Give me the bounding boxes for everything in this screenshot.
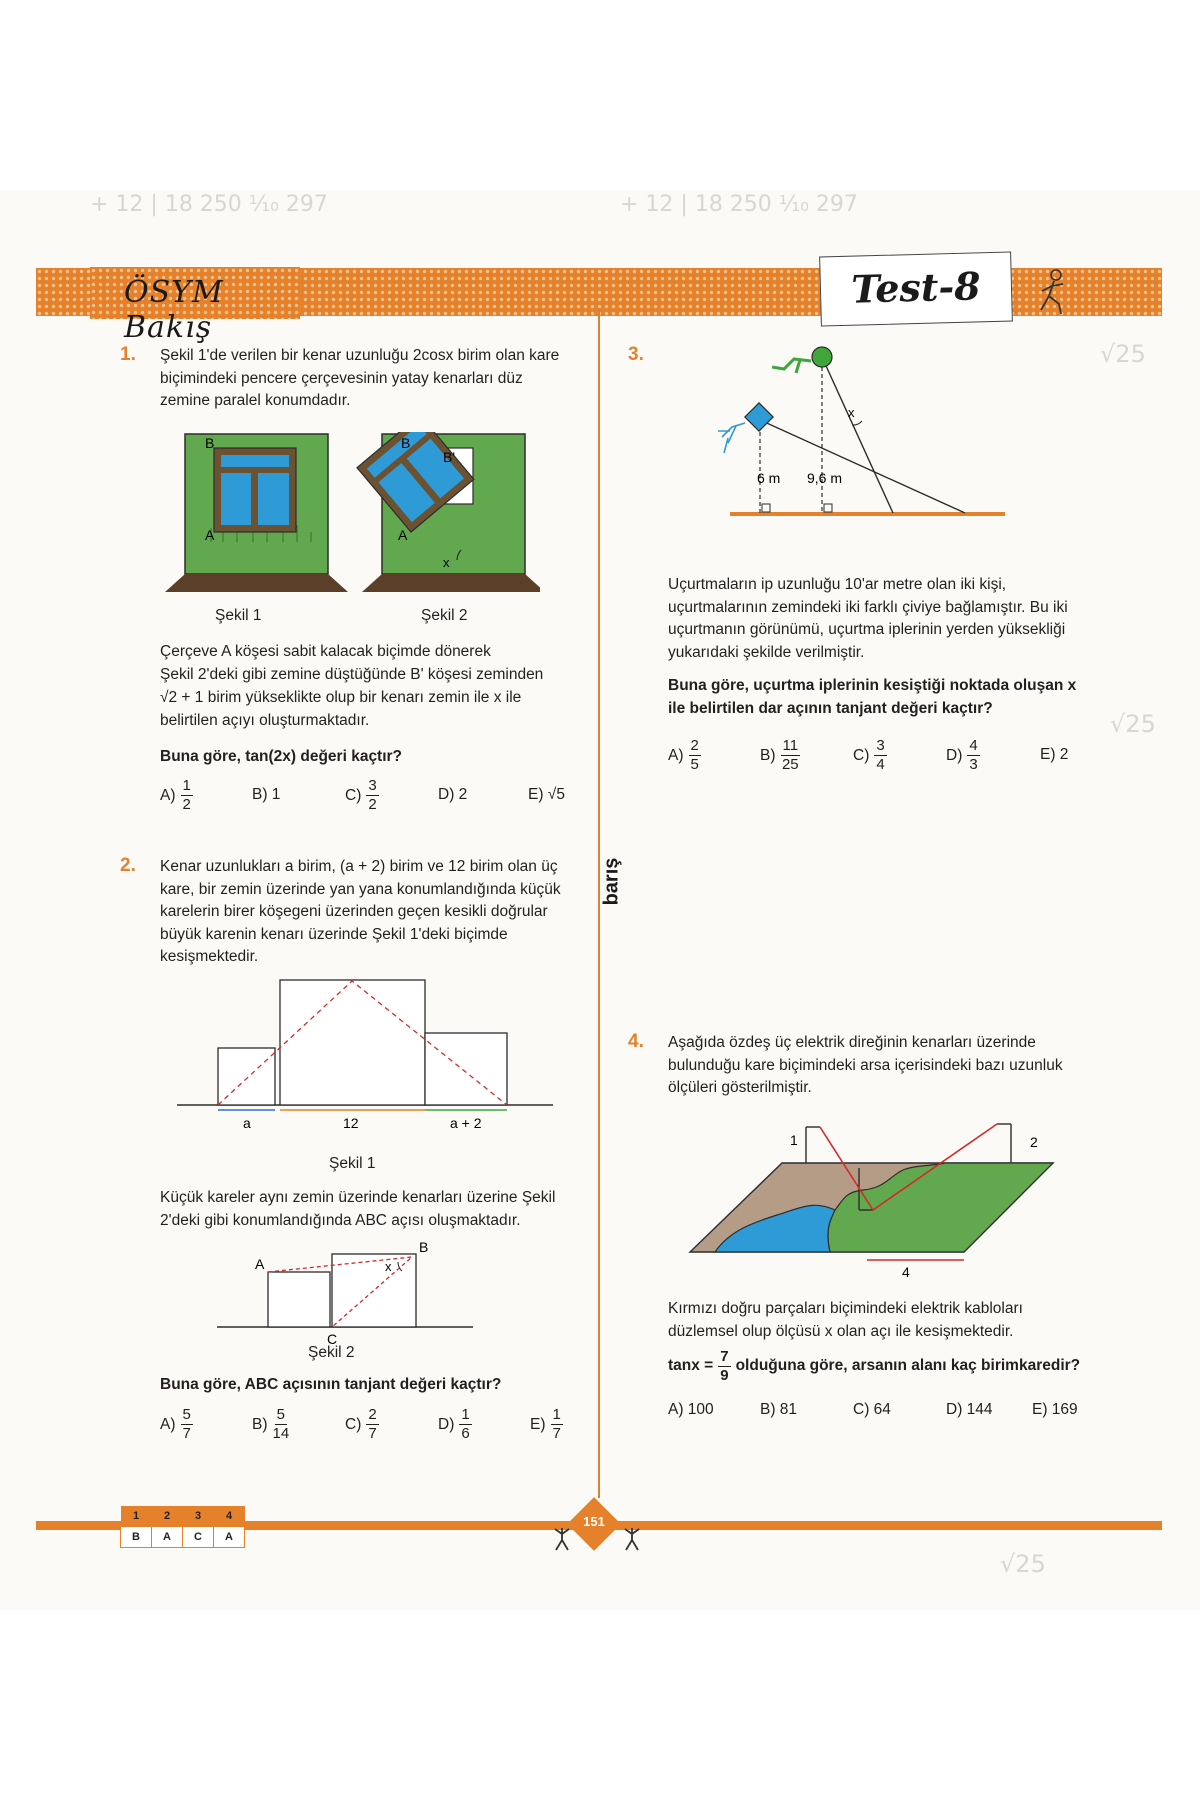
q1-fig1-label-b: B (205, 435, 215, 451)
q2-option-c[interactable]: C) $\frac{2}{7}$ (345, 1406, 377, 1442)
q1-figure (165, 432, 540, 602)
test-title-box (819, 251, 1013, 326)
q2-fig1-label-a: a (243, 1115, 251, 1131)
q4-question: tanx = $\frac{7}{9}$ olduğuna göre, arsanın alanı kaç birimkaredir? (668, 1348, 1081, 1384)
q4-number: 4. (628, 1031, 644, 1052)
q2-fig1-label-a-plus-2: a + 2 (450, 1115, 482, 1131)
answer-key-number: 3 (183, 1506, 214, 1527)
q2-fig2-caption: Şekil 2 (308, 1344, 355, 1361)
brand-title: ÖSYM Bakış (124, 275, 224, 345)
q3-question: Buna göre, uçurtma iplerinin kesiştiği noktada oluşan x ile belirtilen dar açının tanjant değeri kaçtır? (668, 677, 1077, 717)
q1-option-e[interactable]: E) √5 (528, 786, 565, 803)
q1-fig2-label-x: x (443, 555, 450, 570)
q2-fig2-label-b: B (419, 1242, 429, 1255)
answer-key-answer: C (183, 1527, 214, 1548)
q2-option-e[interactable]: E) $\frac{1}{7}$ (530, 1406, 561, 1442)
q1-option-d[interactable]: D) 2 (438, 786, 468, 803)
q1-fig1-caption: Şekil 1 (215, 607, 262, 624)
q4-fig-label-2: 2 (1030, 1134, 1038, 1150)
q1-fig2-label-b: B (401, 435, 411, 451)
q2-question: Buna göre, ABC açısının tanjant değeri kaçtır? (160, 1376, 502, 1393)
q3-option-d[interactable]: D) $\frac{4}{3}$ (946, 737, 978, 773)
worksheet-page (0, 190, 1200, 1610)
q3-fig-label-6m: 6 m (757, 470, 781, 486)
answer-key-number: 4 (214, 1506, 245, 1527)
q3-option-a[interactable]: A) $\frac{2}{5}$ (668, 737, 699, 773)
runner-icon (1030, 268, 1074, 316)
answer-key-table (120, 1506, 245, 1548)
q2-number: 2. (120, 855, 136, 876)
q1-option-b[interactable]: B) 1 (252, 786, 281, 803)
q2-fig1-caption: Şekil 1 (329, 1155, 376, 1172)
background-decoration: + 12 | 18 250 ¹⁄₁₀ 297 (90, 192, 328, 217)
q1-fig2-label-a: A (398, 527, 408, 543)
q4-option-d[interactable]: D) 144 (946, 1401, 993, 1418)
brand-badge (90, 267, 300, 345)
q2-text2: Küçük kareler aynı zemin üzerinde kenarları üzerine Şekil 2'deki gibi konumlandığında ABC açısı oluşmaktadır. (160, 1189, 556, 1229)
background-decoration: + 12 | 18 250 ¹⁄₁₀ 297 (620, 192, 858, 217)
stick-figure-icon (552, 1526, 572, 1552)
q3-number: 3. (628, 344, 644, 365)
answer-key-answer: B (121, 1527, 152, 1548)
q2-option-b[interactable]: B) $\frac{5}{14}$ (252, 1406, 290, 1442)
q1-text2-line1: Çerçeve A köşesi sabit kalacak biçimde dönerek (160, 643, 491, 660)
q1-text2-line4: belirtilen açıyı oluşturmaktadır. (160, 712, 370, 729)
background-decoration: √25 (1100, 340, 1146, 368)
answer-key-answer: A (152, 1527, 183, 1548)
page-number: 151 (583, 1514, 605, 1529)
background-decoration: √25 (1000, 1550, 1046, 1578)
q4-text: Aşağıda özdeş üç elektrik direğinin kenarları üzerinde bulunduğu kare biçimindeki arsa içerisindeki bazı uzunluk ölçüleri gösterilmiştir. (668, 1034, 1063, 1096)
q4-option-c[interactable]: C) 64 (853, 1401, 891, 1418)
test-title: Test-8 (850, 263, 982, 312)
publisher-side-label: barış (600, 854, 623, 910)
stick-figure-icon (622, 1526, 642, 1552)
q4-text2: Kırmızı doğru parçaları biçimindeki elektrik kabloları düzlemsel olup ölçüsü x olan açı ile kesişmektedir. (668, 1300, 1023, 1340)
q1-fig2-caption: Şekil 2 (421, 607, 468, 624)
q2-fig2-label-x: x (385, 1259, 392, 1274)
answer-key-number: 2 (152, 1506, 183, 1527)
q2-text: Kenar uzunlukları a birim, (a + 2) birim ve 12 birim olan üç kare, bir zemin üzerinde yan yana konumlandığında küçük karelerin birer köşegeni üzerinden geçen kesikli doğrular büyük karenin kenarı üzerinde Şekil 1'deki biçimde kesişmektedir. (160, 858, 561, 965)
q2-fig1-label-12: 12 (343, 1115, 359, 1131)
background-decoration: √25 (1110, 710, 1156, 738)
q4-fig-label-4: 4 (902, 1264, 910, 1280)
q1-text: Şekil 1'de verilen bir kenar uzunluğu 2cosx birim olan kare biçimindeki pencere çerçevesinin yatay kenarları düz zemine paralel konumdadır. (160, 347, 560, 409)
q3-figure (700, 345, 1015, 535)
answer-key-number: 1 (121, 1506, 152, 1527)
q4-fig-label-1: 1 (790, 1132, 798, 1148)
q4-option-e[interactable]: E) 169 (1032, 1401, 1078, 1418)
q1-text2-line3: √2 + 1 birim yükseklikte olup bir kenarı zemin ile x ile (160, 689, 522, 706)
q2-option-a[interactable]: A) $\frac{5}{7}$ (160, 1406, 191, 1442)
q1-number: 1. (120, 344, 136, 365)
q2-figure1 (175, 978, 555, 1148)
q1-option-c[interactable]: C) $\frac{3}{2}$ (345, 777, 377, 813)
q1-fig2-label-bprime: B' (443, 449, 456, 465)
q2-option-d[interactable]: D) $\frac{1}{6}$ (438, 1406, 470, 1442)
q1-fig1-label-a: A (205, 527, 215, 543)
q3-option-c[interactable]: C) $\frac{3}{4}$ (853, 737, 885, 773)
q3-fig-label-x: x (848, 405, 855, 420)
q3-option-e[interactable]: E) 2 (1040, 746, 1069, 763)
q3-text: Uçurtmaların ip uzunluğu 10'ar metre olan iki kişi, uçurtmalarının zemindeki iki farklı çiviye bağlamıştır. Bu iki uçurtmanın görünümü, uçurtma iplerinin yerden yüksekliği yukarıdaki şekilde verilmiştir. (668, 576, 1068, 661)
answer-key-answer: A (214, 1527, 245, 1548)
q2-figure2 (205, 1242, 485, 1347)
q1-question: Buna göre, tan(2x) değeri kaçtır? (160, 748, 403, 765)
q2-fig2-label-c: C (327, 1331, 338, 1347)
q4-figure (685, 1110, 1060, 1285)
q3-fig-label-9-6m: 9,6 m (807, 470, 843, 486)
q4-option-b[interactable]: B) 81 (760, 1401, 798, 1418)
q4-option-a[interactable]: A) 100 (668, 1401, 714, 1418)
q2-fig2-label-a: A (255, 1256, 265, 1272)
q3-option-b[interactable]: B) $\frac{11}{25}$ (760, 737, 799, 773)
q1-text2-line2: Şekil 2'deki gibi zemine düştüğünde B' köşesi zeminden (160, 666, 544, 683)
q1-option-a[interactable]: A) $\frac{1}{2}$ (160, 777, 191, 813)
